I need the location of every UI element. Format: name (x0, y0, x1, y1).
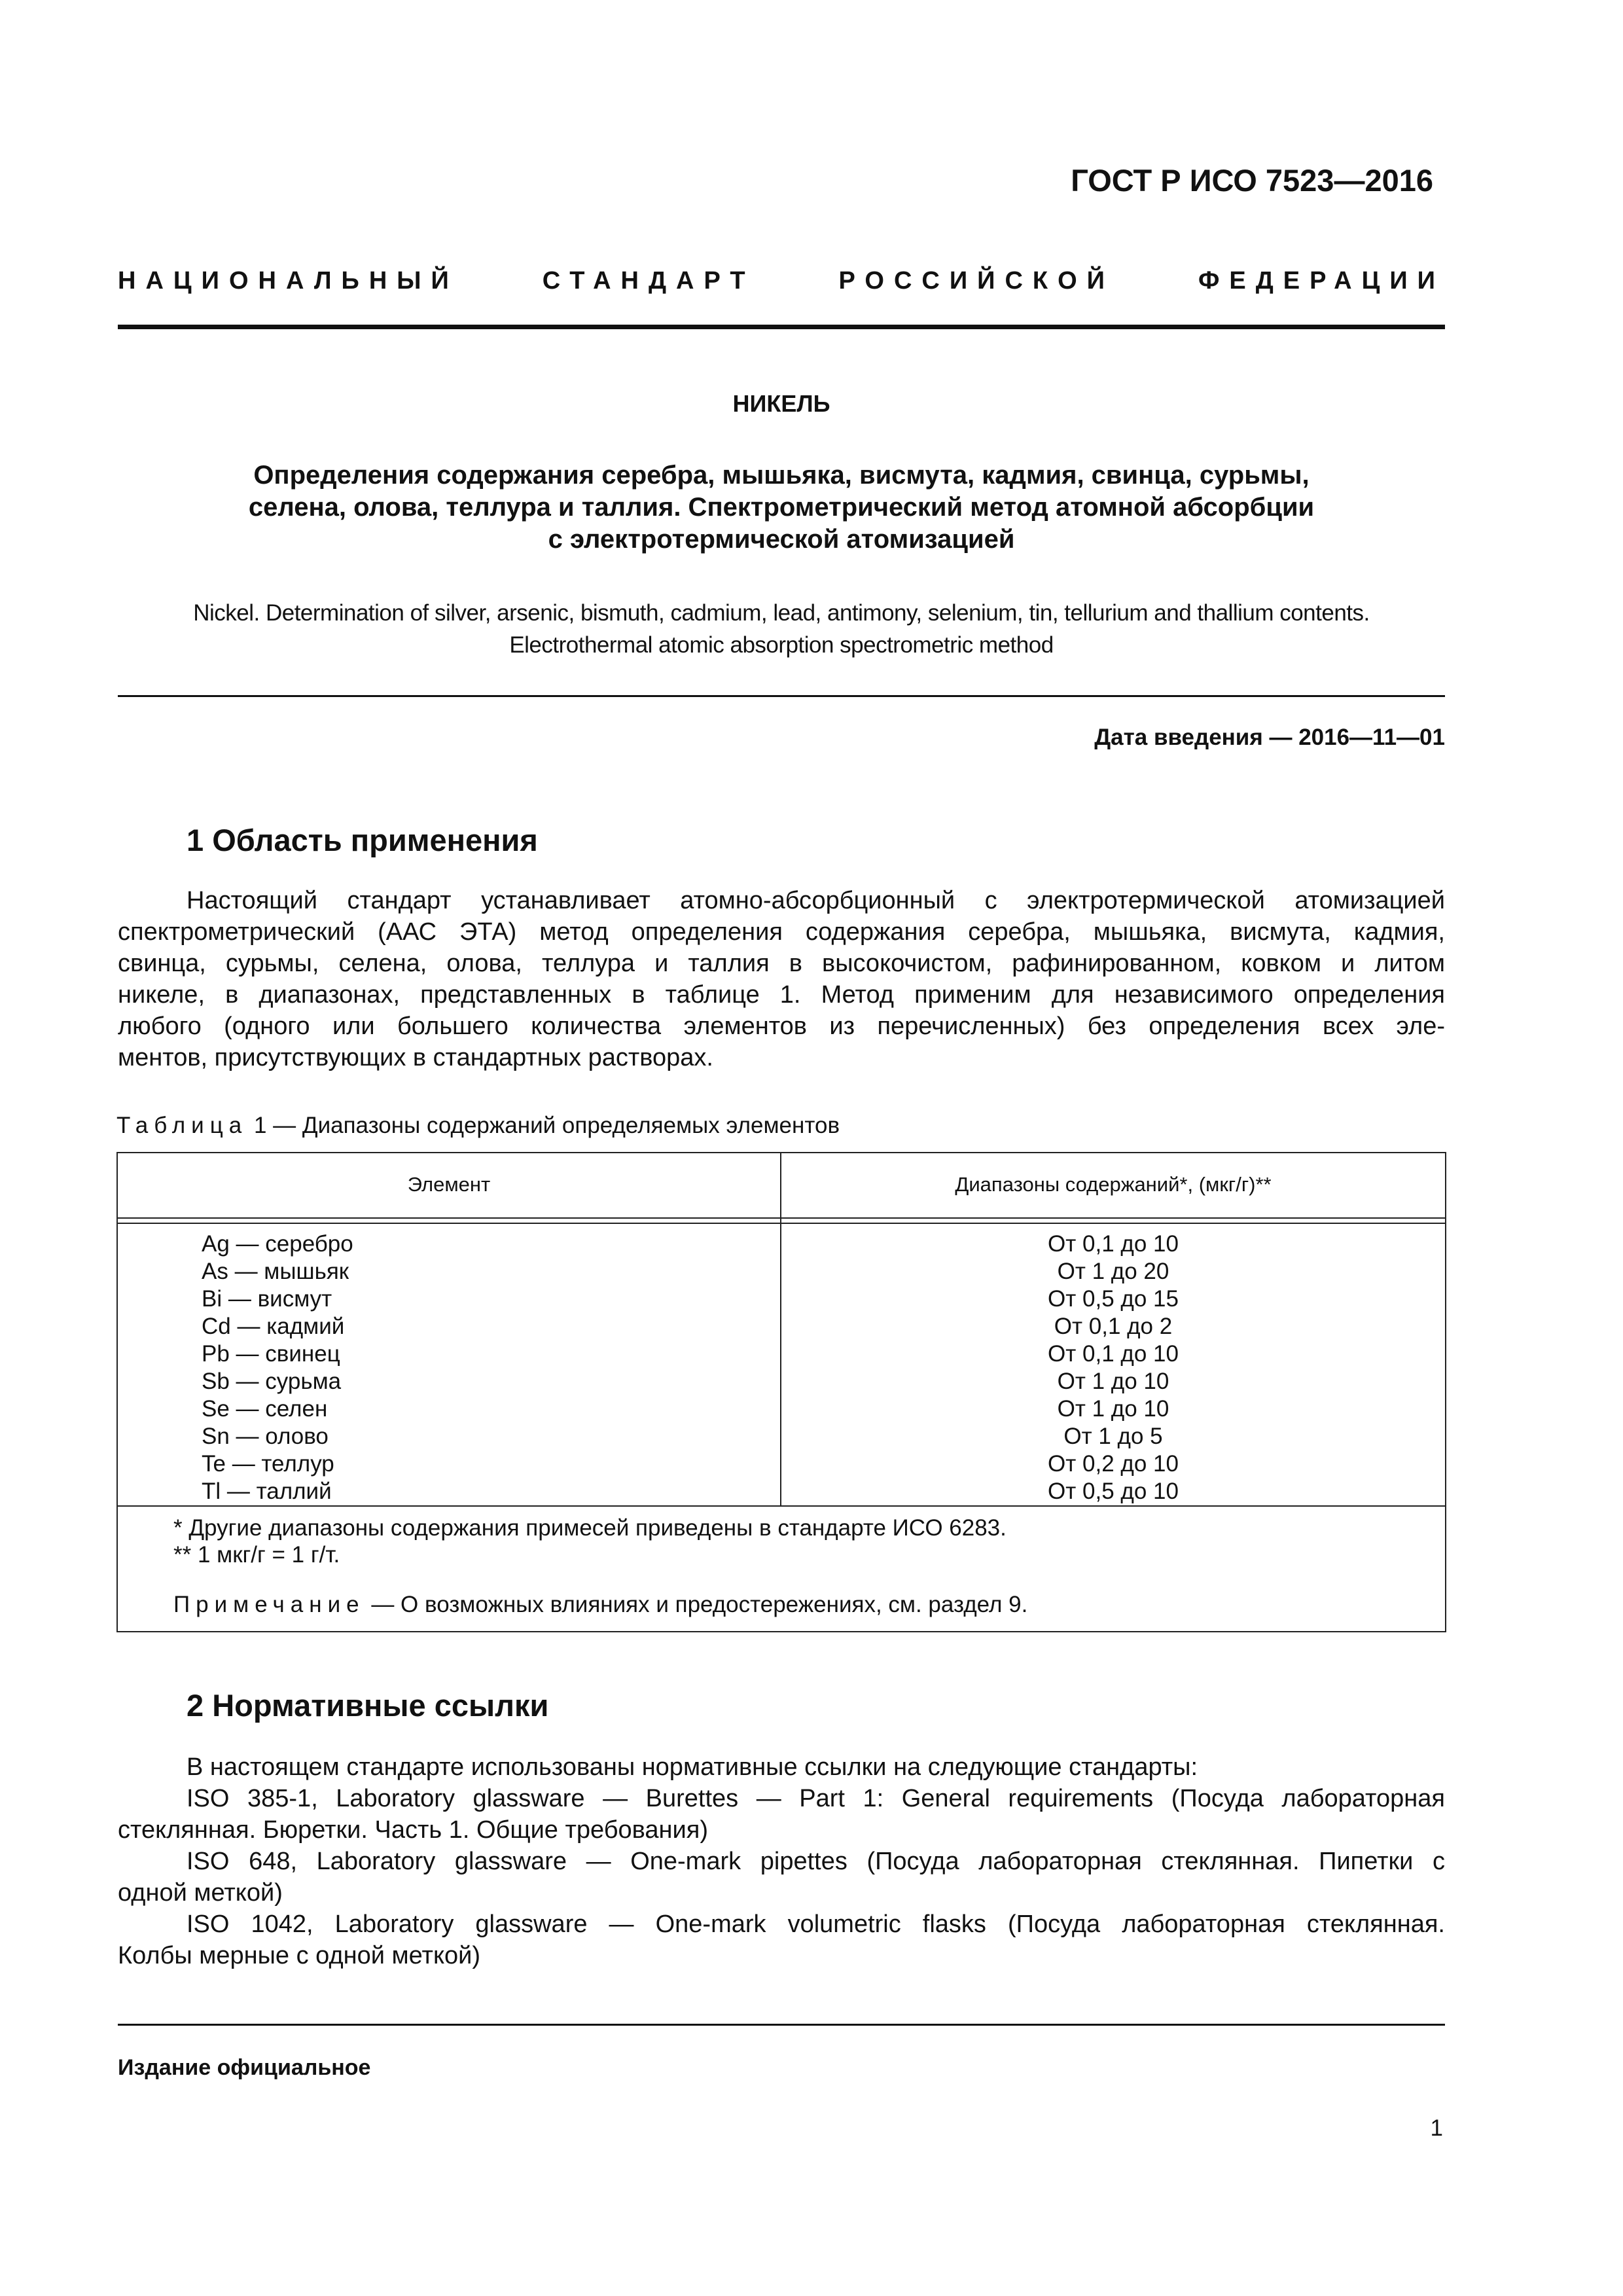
reference-line: одной меткой) (118, 1879, 283, 1907)
table-cell-element: Sn — олово (202, 1424, 329, 1449)
table-footnote: * Другие диапазоны содержания примесей приведены в стандарте ИСО 6283. (173, 1515, 1007, 1541)
table-cell-element: Pb — свинец (202, 1341, 340, 1367)
table-cell-element: As — мышьяк (202, 1259, 349, 1284)
document-title: НИКЕЛЬ (732, 390, 830, 417)
table-header-rule (118, 1223, 1445, 1224)
reference-line: Колбы мерные с одной меткой) (118, 1942, 481, 1969)
table-cell-range: От 0,5 до 10 (1048, 1479, 1179, 1504)
section-1-heading: 1 Область применения (187, 823, 538, 857)
table-cell-element: Ag — серебро (202, 1231, 353, 1257)
column-header-element: Элемент (407, 1173, 491, 1196)
title-divider (118, 695, 1445, 697)
table-cell-range: От 0,1 до 10 (1048, 1341, 1179, 1367)
banner-word: ФЕДЕРАЦИИ (1198, 267, 1445, 295)
note-text: — О возможных влияниях и предостережениях, см. раздел 9. (365, 1592, 1028, 1617)
table-caption-text: 1 — Диапазоны содержаний определяемых элементов (247, 1113, 840, 1138)
reference-line: ISO 385-1, Laboratory glassware — Burettes — Part 1: General requirements (Посуда лабораторная (187, 1785, 1445, 1812)
paragraph-line: ментов, присутствующих в стандартных растворах. (118, 1044, 713, 1071)
document-subtitle (118, 459, 1445, 556)
english-title-line: Nickel. Determination of silver, arsenic, bismuth, cadmium, lead, antimony, selenium, tin, tellurium and thallium contents. (193, 600, 1370, 626)
banner-word: НАЦИОНАЛЬНЫЙ (118, 267, 459, 295)
table-cell-element: Se — селен (202, 1396, 328, 1422)
subtitle-line: селена, олова, теллура и таллия. Спектрометрический метод атомной абсорбции (248, 493, 1315, 522)
section-2-body (118, 1751, 1445, 1971)
official-edition-label: Издание официальное (118, 2055, 371, 2080)
table-footnotes (173, 1515, 1007, 1568)
table-note (173, 1592, 1027, 1618)
table-1 (116, 1152, 1446, 1632)
page-number: 1 (1430, 2115, 1443, 2141)
table-cell-range: От 1 до 10 (1057, 1369, 1169, 1394)
column-header-range: Диапазоны содержаний*, (мкг/г)** (955, 1173, 1272, 1196)
table-header-rule (118, 1217, 1445, 1219)
paragraph-line: свинца, сурьмы, селена, олова, теллура и таллия в высокочистом, рафинированном, ковком и литом (118, 950, 1445, 977)
table-caption-label: Таблица (116, 1113, 248, 1138)
paragraph-line: Настоящий стандарт устанавливает атомно-абсорбционный с электротермической атомизацией (187, 887, 1445, 914)
table-1-caption (116, 1113, 840, 1139)
footer-divider (118, 2024, 1445, 2026)
range-column (781, 1230, 1445, 1505)
reference-line: ISO 648, Laboratory glassware — One-mark pipettes (Посуда лабораторная стеклянная. Пипетки с (187, 1848, 1445, 1875)
table-cell-range: От 1 до 5 (1063, 1424, 1163, 1449)
table-footer-rule (118, 1505, 1445, 1507)
subtitle-line: Определения содержания серебра, мышьяка, висмута, кадмия, свинца, сурьмы, (253, 461, 1310, 490)
paragraph-line: спектрометрический (ААС ЭТА) метод определения содержания серебра, мышьяка, висмута, кадмия, (118, 918, 1445, 946)
english-title-line: Electrothermal atomic absorption spectrometric method (509, 632, 1054, 658)
table-cell-range: От 0,2 до 10 (1048, 1451, 1179, 1477)
section-2-heading: 2 Нормативные ссылки (187, 1688, 549, 1723)
gost-code: ГОСТ Р ИСО 7523—2016 (1071, 163, 1433, 198)
table-cell-element: Tl — таллий (202, 1479, 332, 1504)
table-cell-element: Sb — сурьма (202, 1369, 342, 1394)
paragraph-line: никеле, в диапазонах, представленных в таблице 1. Метод применим для независимого определения (118, 981, 1445, 1009)
paragraph-line: любого (одного или большего количества элементов из перечисленных) без определения всех эле- (118, 1013, 1445, 1040)
reference-line: стеклянная. Бюретки. Часть 1. Общие требования) (118, 1816, 708, 1844)
english-title (118, 597, 1445, 661)
reference-line: ISO 1042, Laboratory glassware — One-mark volumetric flasks (Посуда лабораторная стеклянная. (187, 1910, 1445, 1938)
table-cell-element: Cd — кадмий (202, 1314, 345, 1339)
table-cell-range: От 0,1 до 2 (1054, 1314, 1173, 1339)
table-footnote: ** 1 мкг/г = 1 г/т. (173, 1542, 340, 1568)
subtitle-line: с электротермической атомизацией (548, 525, 1015, 554)
table-cell-element: Bi — висмут (202, 1286, 332, 1312)
reference-line: В настоящем стандарте использованы нормативные ссылки на следующие стандарты: (187, 1753, 1198, 1781)
banner-word: СТАНДАРТ (542, 267, 755, 295)
table-cell-element: Te — теллур (202, 1451, 334, 1477)
header-divider (118, 325, 1445, 329)
table-cell-range: От 1 до 20 (1057, 1259, 1169, 1284)
national-standard-banner (118, 267, 1445, 295)
introduction-date: Дата введения — 2016—11—01 (1094, 725, 1445, 750)
table-cell-range: От 0,1 до 10 (1048, 1231, 1179, 1257)
element-column (202, 1230, 353, 1505)
table-cell-range: От 1 до 10 (1057, 1396, 1169, 1422)
table-cell-range: От 0,5 до 15 (1048, 1286, 1179, 1312)
note-label: Примечание (173, 1592, 365, 1617)
banner-word: РОССИЙСКОЙ (838, 267, 1115, 295)
section-1-paragraph (118, 885, 1445, 1073)
